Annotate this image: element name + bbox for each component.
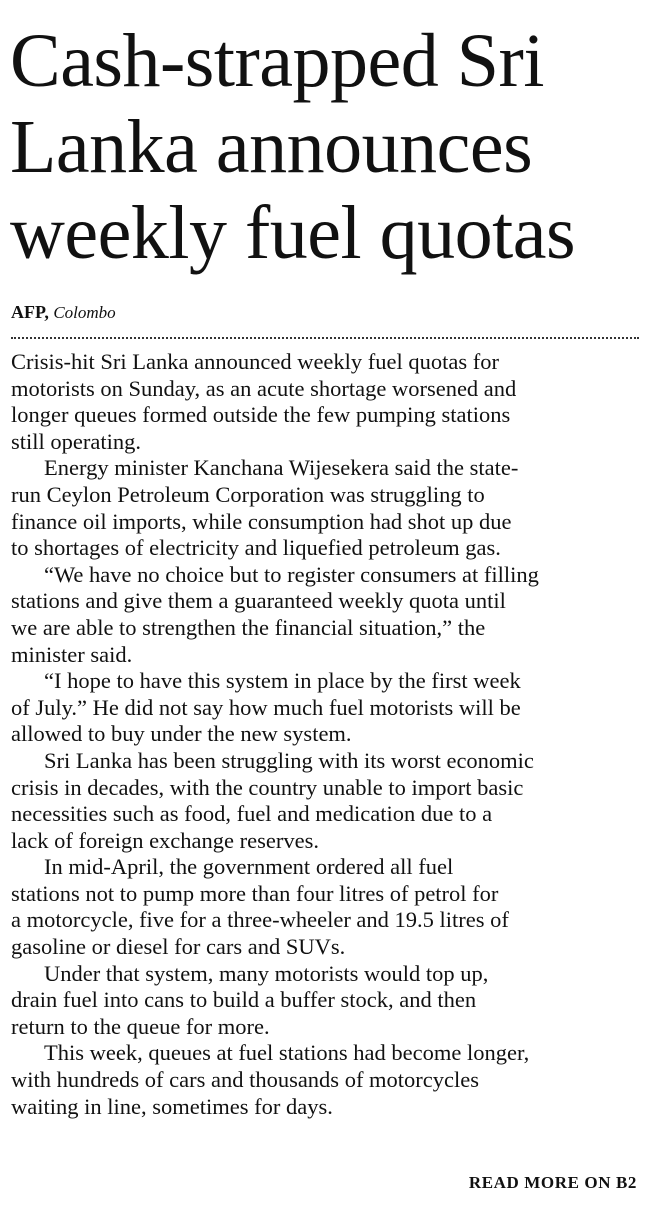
dotted-divider	[11, 337, 639, 339]
text-line: still operating.	[11, 428, 141, 454]
text-line: run Ceylon Petroleum Corporation was struggling to	[11, 481, 485, 507]
text-line: return to the queue for more.	[11, 1013, 270, 1039]
text-line: Energy minister Kanchana Wijesekera said the state-	[44, 455, 519, 481]
byline-agency: AFP,	[11, 302, 49, 322]
text-line: Sri Lanka has been struggling with its worst economic	[44, 747, 534, 773]
paragraph-5	[11, 748, 639, 854]
paragraph-3	[11, 562, 639, 668]
text-line: a motorcycle, five for a three-wheeler and 19.5 litres of	[11, 907, 509, 933]
text-line: longer queues formed outside the few pumping stations	[11, 402, 511, 428]
text-line: lack of foreign exchange reserves.	[11, 827, 319, 853]
text-line: minister said.	[11, 641, 133, 667]
text-line: waiting in line, sometimes for days.	[11, 1093, 333, 1119]
paragraph-4	[11, 668, 639, 748]
text-line: In mid-April, the government ordered all fuel	[44, 854, 454, 880]
article-body	[11, 349, 639, 1120]
text-line: “We have no choice but to register consumers at filling	[44, 561, 539, 587]
headline	[10, 18, 642, 276]
text-line: “I hope to have this system in place by the first week	[44, 668, 521, 694]
text-line: stations not to pump more than four litres of petrol for	[11, 880, 499, 906]
text-line: Crisis-hit Sri Lanka announced weekly fuel quotas for	[11, 349, 500, 374]
text-line: of July.” He did not say how much fuel motorists will be	[11, 694, 521, 720]
read-more-link[interactable]: READ MORE ON B2	[468, 1173, 637, 1192]
headline-line: weekly fuel quotas	[10, 191, 576, 275]
paragraph-7	[11, 961, 639, 1041]
text-line: to shortages of electricity and liquefied petroleum gas.	[11, 535, 501, 561]
paragraph-6	[11, 854, 639, 960]
paragraph-2	[11, 455, 639, 561]
text-line: stations and give them a guaranteed weekly quota until	[11, 588, 506, 614]
text-line: we are able to strengthen the financial situation,” the	[11, 614, 486, 640]
paragraph-1	[11, 349, 639, 455]
text-line: motorists on Sunday, as an acute shortage worsened and	[11, 375, 517, 401]
text-line: This week, queues at fuel stations had become longer,	[44, 1040, 530, 1066]
headline-line: Lanka announces	[10, 105, 533, 189]
text-line: Under that system, many motorists would top up,	[44, 960, 489, 986]
text-line: with hundreds of cars and thousands of motorcycles	[11, 1067, 480, 1093]
text-line: finance oil imports, while consumption had shot up due	[11, 508, 512, 534]
text-line: necessities such as food, fuel and medication due to a	[11, 801, 493, 827]
text-line: crisis in decades, with the country unable to import basic	[11, 774, 524, 800]
byline-location: Colombo	[53, 303, 116, 322]
text-line: drain fuel into cans to build a buffer stock, and then	[11, 987, 477, 1013]
headline-line: Cash-strapped Sri	[10, 19, 544, 103]
text-line: allowed to buy under the new system.	[11, 721, 352, 747]
paragraph-8	[11, 1040, 639, 1120]
byline	[11, 300, 116, 325]
text-line: gasoline or diesel for cars and SUVs.	[11, 934, 346, 960]
